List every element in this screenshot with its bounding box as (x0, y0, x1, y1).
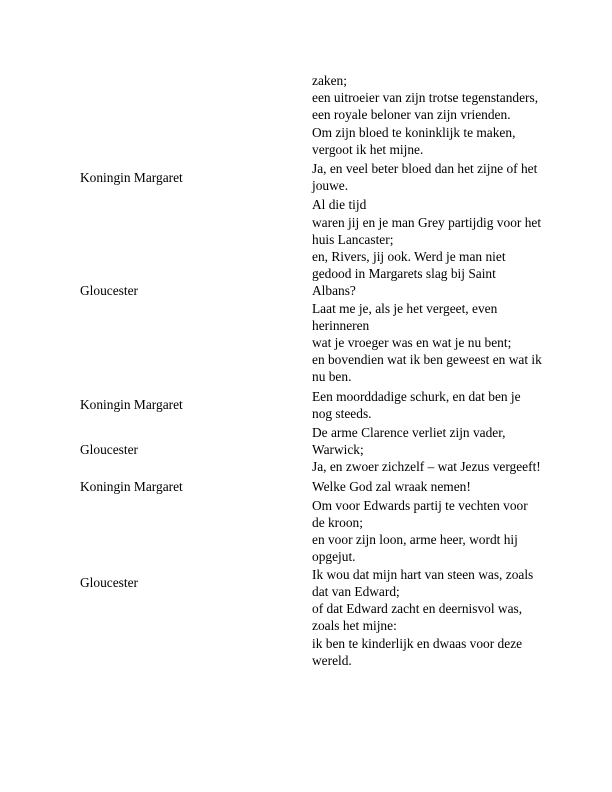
speech-line: en, Rivers, jij ook. Werd je man niet gedood in Margarets slag bij Saint Albans? (312, 249, 506, 299)
dialogue-row (74, 194, 542, 385)
speaker-name: Koningin Margaret (80, 397, 183, 413)
speech-line: Laat me je, als je het vergeet, even herinneren (312, 300, 498, 333)
dialogue-row (74, 386, 542, 422)
speech-line: De arme Clarence verliet zijn vader, Warwick; (312, 425, 506, 458)
dialogue-table (74, 72, 542, 669)
speaker-name: Gloucester (80, 442, 139, 458)
speech-line: of dat Edward zacht en deernisvol was, zoals het mijne: (312, 601, 523, 634)
speech-line: Om voor Edwards partij te vechten voor de kroon; (312, 497, 528, 531)
speech-text (312, 476, 542, 495)
speech-line: en voor zijn loon, arme heer, wordt hij opgejut. (312, 532, 518, 565)
dialogue-row (74, 476, 542, 495)
speech-text (312, 194, 542, 385)
dialogue-row (74, 72, 542, 158)
dialogue-row (74, 158, 542, 194)
speaker-name: Koningin Margaret (80, 478, 183, 494)
speech-text (312, 386, 542, 422)
speaker-name: Gloucester (80, 575, 139, 591)
speech-text (312, 158, 542, 194)
speaker-name (74, 72, 312, 158)
speech-line: Om zijn bloed te koninklijk te maken, vergoot ik het mijne. (312, 124, 516, 157)
speech-line: ik ben te kinderlijk en dwaas voor deze wereld. (312, 635, 523, 668)
speech-line: Ja, en zwoer zichzelf – wat Jezus vergeeft! (312, 459, 541, 475)
speaker-name: Gloucester (80, 283, 139, 299)
speech-line: waren jij en je man Grey partijdig voor het huis Lancaster; (312, 214, 542, 247)
speaker-name: Koningin Margaret (80, 169, 183, 185)
dialogue-rows (74, 72, 542, 669)
speech-text (312, 72, 542, 158)
speech-line: Een moorddadige schurk, en dat ben je nog steeds. (312, 388, 521, 421)
speech-line: een uitroeier van zijn trotse tegenstanders, (312, 90, 539, 106)
speech-line: een royale beloner van zijn vrienden. (312, 107, 511, 123)
dialogue-row (74, 495, 542, 669)
speech-text (312, 495, 542, 669)
dialogue-row (74, 422, 542, 476)
speech-line: Al die tijd (312, 197, 367, 213)
speech-line: Welke God zal wraak nemen! (312, 478, 471, 494)
speech-line: en bovendien wat ik ben geweest en wat ik nu ben. (312, 352, 542, 385)
speech-line: wat je vroeger was en wat je nu bent; (312, 335, 512, 351)
speech-line: Ik wou dat mijn hart van steen was, zoals dat van Edward; (312, 566, 534, 599)
speech-line: Ja, en veel beter bloed dan het zijne of het jouwe. (312, 161, 538, 194)
speech-line: zaken; (312, 73, 347, 88)
speech-text (312, 422, 542, 476)
